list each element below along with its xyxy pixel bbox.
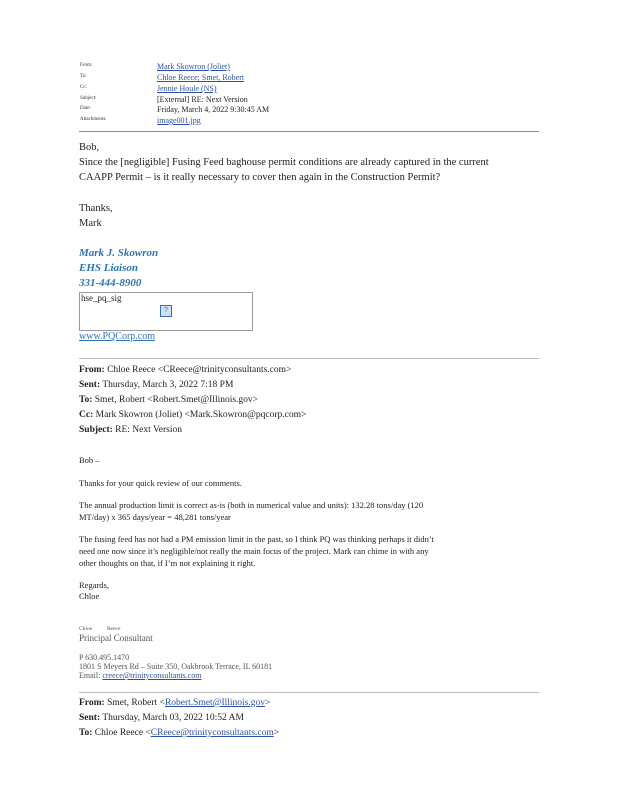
closing: Regards, xyxy=(79,580,109,590)
subject-value: RE: Next Version xyxy=(115,425,183,435)
body-line: need one now since it’s negligible/not really the main focus of the project. Mark can chime in with any xyxy=(79,546,429,556)
from-label: From: xyxy=(79,698,105,708)
signature-title: Principal Consultant xyxy=(79,633,153,643)
email-label: Email: xyxy=(79,671,103,680)
signature-name: Mark J. Skowron xyxy=(79,247,159,259)
cc-label: Cc: xyxy=(80,85,87,90)
broken-image-icon: ? xyxy=(160,305,172,317)
sent-label: Sent: xyxy=(79,713,101,723)
attachment-link[interactable]: image001.jpg xyxy=(157,116,201,125)
sent-value: Thursday, March 3, 2022 7:18 PM xyxy=(102,380,234,390)
website-link[interactable]: www.PQCorp.com xyxy=(79,331,156,342)
cc-value[interactable]: Jennie Houle (NS) xyxy=(157,84,217,93)
cc-label: Cc: xyxy=(79,410,94,420)
body-line: other thoughts on that, if I’m not explaining it right. xyxy=(79,558,256,568)
from-label: From: xyxy=(80,63,93,68)
body-line: Thanks for your quick review of our comments. xyxy=(79,478,242,488)
signature-phone: P 630.495.1470 xyxy=(79,653,130,662)
body-line: The annual production limit is correct as-is (both in numerical value and units): 132.28 tons/day (120 xyxy=(79,500,424,510)
to-suffix: > xyxy=(273,728,280,738)
from-prefix: Smet, Robert < xyxy=(107,698,165,708)
signature-small-name-last: Reece xyxy=(107,626,121,632)
sender-name: Chloe xyxy=(79,591,100,601)
signature-address: 1801 S Meyers Rd – Suite 350, Oakbrook Terrace, IL 60181 xyxy=(79,662,273,671)
date-label: Date: xyxy=(80,106,91,111)
from-value[interactable]: Mark Skowron (Joliet) xyxy=(157,62,230,71)
signature-title: EHS Liaison xyxy=(79,262,138,274)
header-divider xyxy=(79,131,539,132)
attachments-label: Attachments: xyxy=(80,117,107,122)
sent-label: Sent: xyxy=(79,380,101,390)
signature-image-alt: hse_pq_sig xyxy=(81,293,122,303)
to-prefix: Chloe Reece < xyxy=(94,728,151,738)
subject-label: Subject: xyxy=(80,96,97,101)
to-value[interactable]: Chloe Reece; Smet, Robert xyxy=(157,73,245,82)
subject-label: Subject: xyxy=(79,425,113,435)
to-label: To: xyxy=(79,395,93,405)
from-suffix: > xyxy=(265,698,271,708)
signature-small-name-first: Chloe xyxy=(79,626,93,632)
signature-phone: 331-444-8900 xyxy=(79,277,142,289)
sent-value: Thursday, March 03, 2022 10:52 AM xyxy=(102,713,244,723)
to-label: To: xyxy=(79,728,93,738)
divider xyxy=(79,358,539,359)
to-value: Smet, Robert <Robert.Smet@Illinois.gov> xyxy=(94,395,259,405)
greeting: Bob, xyxy=(79,142,100,153)
body-line: The fusing feed has not had a PM emission limit in the past, so I think PQ was thinking perhaps it didn’t xyxy=(79,534,434,544)
to-label: To: xyxy=(80,74,87,79)
divider xyxy=(79,692,539,693)
cc-value: Mark Skowron (Joliet) <Mark.Skowron@pqcorp.com> xyxy=(95,410,307,420)
from-email-link[interactable]: Robert.Smet@Illinois.gov xyxy=(164,698,265,708)
subject-value: [External] RE: Next Version xyxy=(157,95,248,104)
greeting: Bob – xyxy=(79,455,100,465)
body-line: Since the [negligible] Fusing Feed baghouse permit conditions are already captured in the current xyxy=(79,157,489,168)
sender-name: Mark xyxy=(79,218,102,229)
body-line: CAAPP Permit – is it really necessary to cover then again in the Construction Permit? xyxy=(79,172,441,183)
date-value: Friday, March 4, 2022 9:30:45 AM xyxy=(157,105,270,114)
closing: Thanks, xyxy=(79,203,113,214)
email-link[interactable]: creece@trinityconsultants.com xyxy=(102,671,202,680)
from-value: Chloe Reece <CReece@trinityconsultants.com> xyxy=(107,365,292,375)
to-email-link[interactable]: CReece@trinityconsultants.com xyxy=(150,728,274,738)
body-line: MT/day) x 365 days/year = 48,281 tons/year xyxy=(79,512,231,522)
from-label: From: xyxy=(79,365,105,375)
